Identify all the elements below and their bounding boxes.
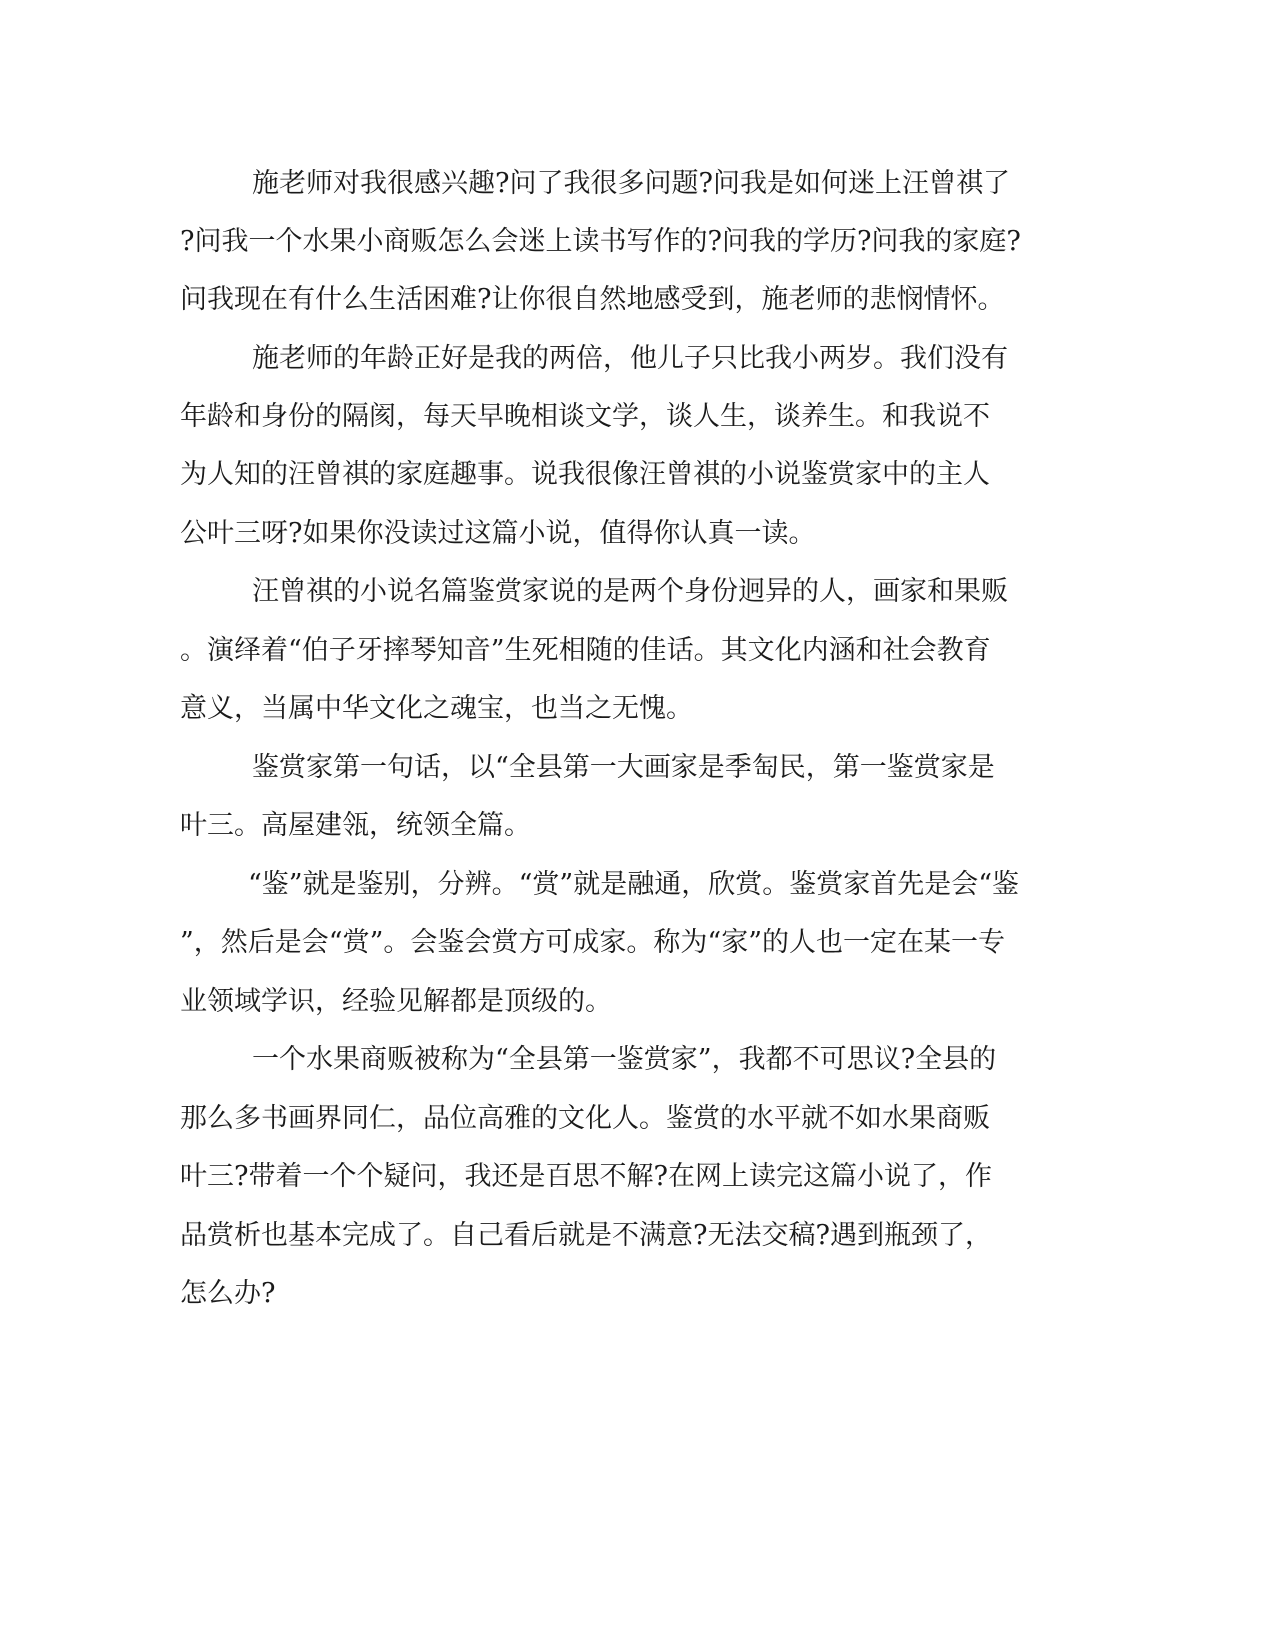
text-line: ”，然后是会“赏”。会鉴会赏方可成家。称为“家”的人也一定在某一专 — [180, 927, 1006, 958]
text-line: “鉴”就是鉴别，分辨。“赏”就是融通，欣赏。鉴赏家首先是会“鉴 — [248, 869, 1020, 900]
text-line: 公叶三呀?如果你没读过这篇小说，值得你认真一读。 — [180, 518, 816, 549]
text-line: 问我现在有什么生活困难?让你很自然地感受到，施老师的悲悯情怀。 — [180, 284, 1005, 315]
text-line: 施老师对我很感兴趣?问了我很多问题?问我是如何迷上汪曾祺了 — [252, 168, 1010, 199]
text-line: 为人知的汪曾祺的家庭趣事。说我很像汪曾祺的小说鉴赏家中的主人 — [180, 459, 990, 490]
text-line: 意义，当属中华文化之魂宝，也当之无愧。 — [180, 693, 693, 724]
text-line: 业领域学识，经验见解都是顶级的。 — [180, 986, 612, 1017]
text-line: 叶三。高屋建瓴，统领全篇。 — [180, 810, 531, 841]
text-line: 年龄和身份的隔阂，每天早晚相谈文学，谈人生，谈养生。和我说不 — [180, 401, 990, 432]
text-line: 那么多书画界同仁，品位高雅的文化人。鉴赏的水平就不如水果商贩 — [180, 1103, 990, 1134]
text-line: 叶三?带着一个个疑问，我还是百思不解?在网上读完这篇小说了，作 — [180, 1161, 992, 1192]
text-line: 鉴赏家第一句话，以“全县第一大画家是季匋民，第一鉴赏家是 — [252, 752, 995, 783]
text-line: 施老师的年龄正好是我的两倍，他儿子只比我小两岁。我们没有 — [252, 343, 1008, 374]
text-line: 品赏析也基本完成了。自己看后就是不满意?无法交稿?遇到瓶颈了， — [180, 1220, 992, 1251]
text-line: 怎么办? — [180, 1278, 276, 1309]
text-line: ?问我一个水果小商贩怎么会迷上读书写作的?问我的学历?问我的家庭? — [180, 226, 1021, 257]
text-line: 一个水果商贩被称为“全县第一鉴赏家”，我都不可思议?全县的 — [252, 1044, 997, 1075]
text-line: 汪曾祺的小说名篇鉴赏家说的是两个身份迥异的人，画家和果贩 — [252, 576, 1008, 607]
text-line: 。演绎着“伯子牙摔琴知音”生死相随的佳话。其文化内涵和社会教育 — [180, 635, 991, 666]
